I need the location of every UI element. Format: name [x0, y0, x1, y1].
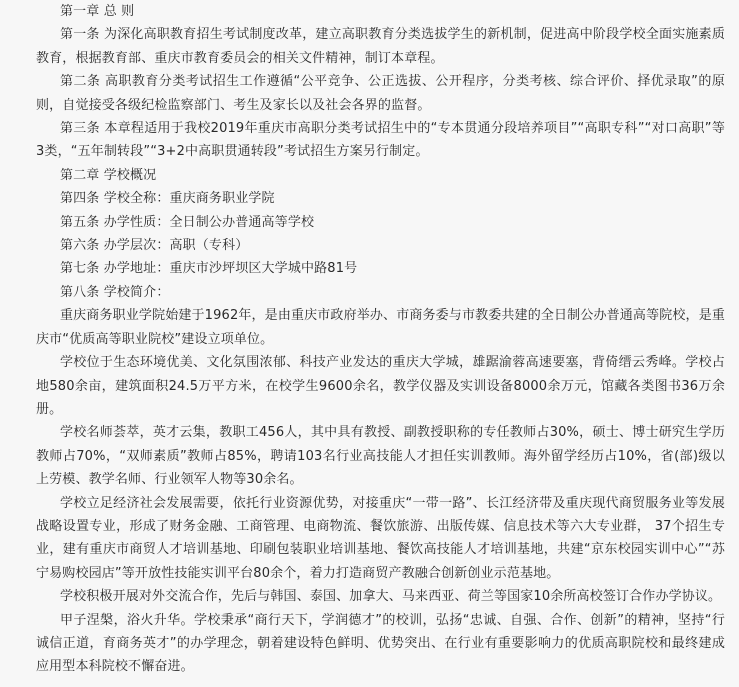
article-7: 第七条 办学地址：重庆市沙坪坝区大学城中路81号 [60, 261, 358, 277]
article-1: 第一条 为深化高职教育招生考试制度改革，建立高职教育分类选拔学生的新机制，促进高中阶段学校全面实施素质教育，根据教育部、重庆市教育委员会的相关文件精神，制订本章程。 [36, 27, 725, 66]
intro-paragraph-5: 学校积极开展对外交流合作，先后与韩国、泰国、加拿大、马来西亚、荷兰等国家10余所高校签订合作办学协议。 [60, 589, 722, 605]
article-6: 第六条 办学层次：高职（专科） [60, 238, 249, 254]
article-3: 第三条 本章程适用于我校2019年重庆市高职分类考试招生中的“专本贯通分段培养项目”“高职专科”“对口高职”等3类，“五年制转段”“3+2中高职贯通转段”考试招生方案另行制定。 [36, 121, 725, 160]
intro-paragraph-3: 学校名师荟萃，英才云集，教职工456人，其中具有教授、副教授职称的专任教师占30%，硕士、博士研究生学历教师占70%，“双师素质”教师占85%，聘请103名行业高技能人才担任实训教师。海外留学经历占10%，省(部)级以上劳模、教学名师、行业领军人物等30余名。 [36, 425, 725, 488]
chapter-heading-1: 第一章 总 则 [60, 4, 135, 19]
chapter-heading-2: 第二章 学校概况 [60, 167, 157, 183]
intro-paragraph-4: 学校立足经济社会发展需要，依托行业资源优势，对接重庆“一带一路”、长江经济带及重庆现代商贸服务业等发展战略设置专业，形成了财务金融、工商管理、电商物流、餐饮旅游、出版传媒、信息技术等六大专业群， 37个招生专业，建有重庆市商贸人才培训基地、印刷包装职业培训基地、餐饮高技能人才培训基地，共建“京东校园实训中心”“苏宁易购校园店”等开放性技能实训平台80余个，着力打造商贸产教融合创新创业示范基地。 [36, 495, 725, 581]
article-4: 第四条 学校全称：重庆商务职业学院 [60, 191, 275, 207]
intro-paragraph-2: 学校位于生态环境优美、文化氛围浓郁、科技产业发达的重庆大学城，雄踞渝蓉高速要塞，背倚缙云秀峰。学校占地580余亩，建筑面积24.5万平方米，在校学生9600余名，教学仪器及实训设备8000余万元，馆藏各类图书36万余册。 [36, 355, 725, 417]
intro-paragraph-1: 重庆商务职业学院始建于1962年，是由重庆市政府举办、市商务委与市教委共建的全日制公办普通高等院校，是重庆市“优质高等职业院校”建设立项单位。 [36, 308, 725, 347]
article-2: 第二条 高职教育分类考试招生工作遵循“公平竞争、公正选拔、公开程序，分类考核、综合评价、择优录取”的原则，自觉接受各级纪检监察部门、考生及家长以及社会各界的监督。 [36, 74, 725, 113]
article-5: 第五条 办学性质：全日制公办普通高等学校 [60, 214, 315, 230]
article-8: 第八条 学校简介： [60, 284, 170, 300]
intro-paragraph-6: 甲子涅槃，浴火升华。学校秉承“商行天下，学润德才”的校训，弘扬“忠诚、自强、合作、创新”的精神，坚持“行诚信正道，育商务英才”的办学理念，朝着建设特色鲜明、优势突出、在行业有重要影响力的优质高职院校和最终建成应用型本科院校不懈奋进。 [36, 612, 725, 675]
